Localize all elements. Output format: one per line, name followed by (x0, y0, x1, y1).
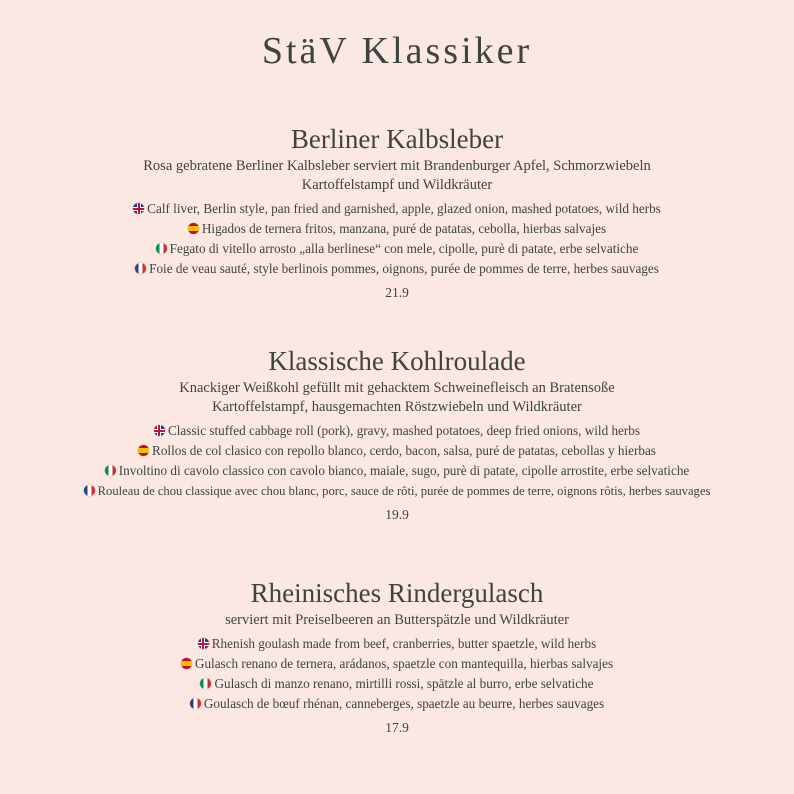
translation-en (0, 199, 794, 219)
spain-flag-icon (138, 445, 149, 456)
translation-es (0, 441, 794, 461)
dish-description: serviert mit Preiselbeeren an Butterspätzle und Wildkräuter (225, 612, 569, 628)
translation-text: Foie de veau sauté, style berlinois pommes, oignons, purée de pommes de terre, herbes sauvages (149, 261, 659, 276)
translation-es (0, 219, 794, 239)
translation-fr (0, 481, 794, 501)
translation-it (0, 461, 794, 481)
dish-name: Berliner Kalbsleber (290, 124, 504, 154)
italy-flag-icon (105, 465, 116, 476)
dish-name: Klassische Kohlroulade (268, 346, 526, 376)
italy-flag-icon (156, 243, 167, 254)
translation-en (0, 421, 794, 441)
uk-flag-icon (154, 425, 165, 436)
dish-price: 17.9 (385, 720, 409, 735)
france-flag-icon (84, 485, 95, 496)
translation-text: Rollos de col clasico con repollo blanco, cerdo, bacon, salsa, puré de patatas, cebollas y hierbas (152, 443, 656, 458)
spain-flag-icon (188, 223, 199, 234)
translation-fr (0, 259, 794, 279)
translation-text: Gulasch di manzo renano, mirtilli rossi, spätzle al burro, erbe selvatiche (214, 676, 594, 691)
dish-description: Rosa gebratene Berliner Kalbsleber serviert mit Brandenburger Apfel, Schmorzwiebeln Kartoffelstampf und Wildkräuter (143, 158, 651, 193)
translation-text: Involtino di cavolo classico con cavolo bianco, maiale, sugo, purè di patate, cipolle arrostite, erbe selvatiche (118, 463, 690, 478)
dish-price: 21.9 (385, 285, 409, 300)
translation-en (0, 634, 794, 654)
translation-text: Gulasch renano de ternera, arádanos, spaetzle con mantequilla, hierbas salvajes (194, 656, 614, 671)
france-flag-icon (135, 263, 146, 274)
menu-title: StäV Klassiker (261, 30, 533, 72)
translation-text: Rouleau de chou classique avec chou blanc, porc, sauce de rôti, purée de pommes de terre, oignons rôtis, herbes sauvages (97, 484, 711, 498)
uk-flag-icon (198, 638, 209, 649)
dish-price: 19.9 (385, 507, 409, 522)
translation-text: Goulasch de bœuf rhénan, canneberges, spaetzle au beurre, herbes sauvages (203, 696, 605, 711)
dish-rheinisches-rindergulasch (0, 577, 794, 738)
spain-flag-icon (181, 658, 192, 669)
translation-text: Calf liver, Berlin style, pan fried and garnished, apple, glazed onion, mashed potatoes, wild herbs (147, 201, 661, 216)
translation-text: Rhenish goulash made from beef, cranberries, butter spaetzle, wild herbs (211, 636, 597, 651)
dish-description: Knackiger Weißkohl gefüllt mit gehacktem Schweinefleisch an Bratensoße Kartoffelstampf, hausgemachten Röstzwiebeln und Wildkräuter (179, 380, 615, 415)
translation-text: Higados de ternera fritos, manzana, puré de patatas, cebolla, hierbas salvajes (201, 221, 607, 236)
italy-flag-icon (200, 678, 211, 689)
translation-text: Classic stuffed cabbage roll (pork), gravy, mashed potatoes, deep fried onions, wild herbs (167, 423, 641, 438)
uk-flag-icon (133, 203, 144, 214)
translation-it (0, 674, 794, 694)
translation-text: Fegato di vitello arrosto „alla berlinese“ con mele, cipolle, purè di patate, erbe selvatiche (169, 241, 639, 256)
translation-es (0, 654, 794, 674)
translation-it (0, 239, 794, 259)
translation-fr (0, 694, 794, 714)
dish-name: Rheinisches Rindergulasch (250, 578, 544, 608)
dish-klassische-kohlroulade (0, 345, 794, 525)
dish-berliner-kalbsleber (0, 123, 794, 303)
france-flag-icon (190, 698, 201, 709)
